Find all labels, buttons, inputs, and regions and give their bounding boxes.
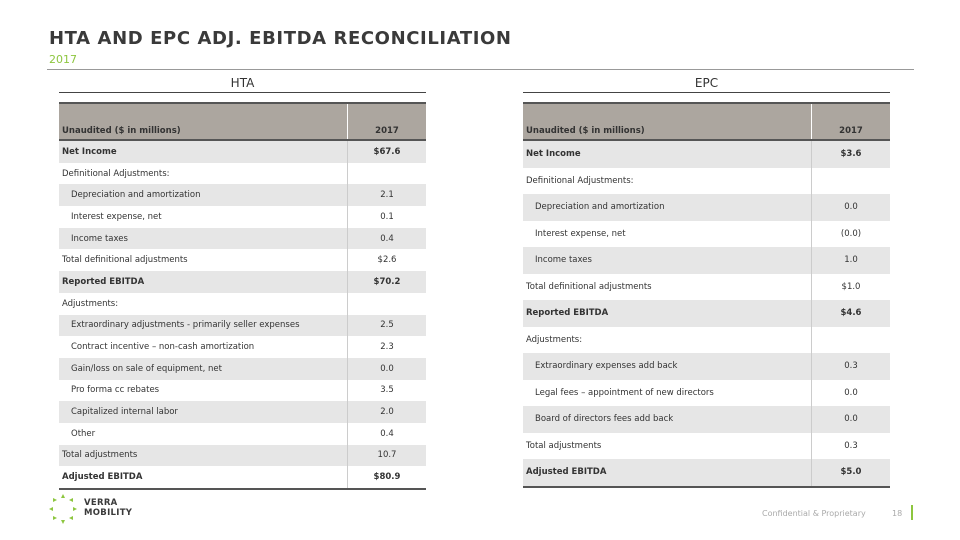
logo-line-1: VERRA <box>84 498 118 508</box>
row-value: 0.0 <box>812 380 891 407</box>
table-row <box>59 184 426 206</box>
page-subtitle: 2017 <box>49 53 77 66</box>
table-row <box>523 168 890 195</box>
row-label: Contract incentive – non-cash amortization <box>71 342 255 353</box>
row-value: 0.0 <box>812 406 891 433</box>
row-value: 0.4 <box>348 228 427 250</box>
table-row <box>523 459 890 487</box>
epc-table <box>523 102 890 488</box>
table-row <box>59 466 426 489</box>
logo-line-2: MOBILITY <box>84 508 133 518</box>
column-header-label: Unaudited ($ in millions) <box>523 103 812 140</box>
row-value: 0.4 <box>348 423 427 445</box>
table-header-row <box>59 103 426 140</box>
row-value: $4.6 <box>812 300 891 327</box>
verra-mobility-logo-icon <box>46 492 80 526</box>
table-row <box>523 247 890 274</box>
row-label: Total definitional adjustments <box>62 255 188 266</box>
row-value: 10.7 <box>348 445 427 467</box>
row-label: Total definitional adjustments <box>526 281 652 292</box>
row-label: Definitional Adjustments: <box>62 168 170 179</box>
row-value <box>812 168 891 195</box>
row-label: Interest expense, net <box>535 228 626 239</box>
row-value: (0.0) <box>812 221 891 248</box>
page-title: HTA AND EPC ADJ. EBITDA RECONCILIATION <box>49 28 512 49</box>
row-value <box>348 163 427 185</box>
row-value: 0.0 <box>812 194 891 221</box>
confidential-footer: Confidential & Proprietary <box>762 509 866 518</box>
table-row <box>523 140 890 168</box>
table-row <box>523 353 890 380</box>
row-value: 0.1 <box>348 206 427 228</box>
row-value: $70.2 <box>348 271 427 293</box>
page-number: 18 <box>892 509 903 518</box>
logo-wordmark <box>84 498 132 518</box>
row-label: Interest expense, net <box>71 211 162 222</box>
epc-table-section <box>523 76 890 488</box>
hta-table-title: HTA <box>59 76 426 93</box>
row-value: $1.0 <box>812 274 891 301</box>
column-header-label: Unaudited ($ in millions) <box>59 103 348 140</box>
table-row <box>59 401 426 423</box>
row-label: Adjusted EBITDA <box>523 459 812 487</box>
row-value: 2.3 <box>348 336 427 358</box>
table-row <box>523 274 890 301</box>
row-label: Net Income <box>523 140 812 168</box>
row-label: Other <box>71 428 96 439</box>
table-row <box>59 140 426 163</box>
table-row <box>523 433 890 460</box>
row-value: $2.6 <box>348 249 427 271</box>
row-label: Adjusted EBITDA <box>59 466 348 489</box>
page-accent-bar <box>911 505 913 520</box>
row-label: Extraordinary adjustments - primarily seller expenses <box>59 315 348 337</box>
row-label: Depreciation and amortization <box>523 194 812 221</box>
row-label: Extraordinary expenses add back <box>523 353 812 380</box>
row-label: Capitalized internal labor <box>59 401 348 423</box>
row-value: 2.1 <box>348 184 427 206</box>
row-label: Adjustments: <box>526 334 583 345</box>
table-row <box>59 445 426 467</box>
row-value <box>812 327 891 354</box>
hta-table <box>59 102 426 490</box>
table-row <box>523 380 890 407</box>
table-row <box>59 315 426 337</box>
row-value: 0.3 <box>812 353 891 380</box>
row-label: Income taxes <box>523 247 812 274</box>
table-row <box>59 358 426 380</box>
row-value: 0.3 <box>812 433 891 460</box>
table-row <box>523 221 890 248</box>
row-value: 3.5 <box>348 380 427 402</box>
table-row <box>523 406 890 433</box>
row-value: 2.0 <box>348 401 427 423</box>
row-label: Reported EBITDA <box>59 271 348 293</box>
table-header-row <box>523 103 890 140</box>
row-label: Adjustments: <box>62 298 119 309</box>
row-label: Pro forma cc rebates <box>71 385 160 396</box>
row-label: Depreciation and amortization <box>59 184 348 206</box>
hta-table-section <box>59 76 426 490</box>
column-header-year: 2017 <box>812 103 891 140</box>
table-row <box>523 194 890 221</box>
row-value: $5.0 <box>812 459 891 487</box>
epc-table-title: EPC <box>523 76 890 93</box>
hta-table-body <box>59 140 426 489</box>
row-value: 1.0 <box>812 247 891 274</box>
epc-table-body <box>523 140 890 487</box>
row-label: Legal fees – appointment of new directors <box>535 387 714 398</box>
table-row <box>59 293 426 315</box>
table-row <box>59 336 426 358</box>
row-value: $3.6 <box>812 140 891 168</box>
row-value: $67.6 <box>348 140 427 163</box>
row-label: Reported EBITDA <box>523 300 812 327</box>
verra-mobility-logo <box>46 492 166 526</box>
row-label: Total adjustments <box>59 445 348 467</box>
table-row <box>59 423 426 445</box>
row-value: 0.0 <box>348 358 427 380</box>
table-row <box>59 228 426 250</box>
table-row <box>59 249 426 271</box>
row-label: Net Income <box>59 140 348 163</box>
row-label: Total adjustments <box>526 440 602 451</box>
row-label: Income taxes <box>59 228 348 250</box>
table-row <box>523 300 890 327</box>
row-value: $80.9 <box>348 466 427 489</box>
column-header-year: 2017 <box>348 103 427 140</box>
row-label: Definitional Adjustments: <box>526 175 634 186</box>
table-row <box>59 380 426 402</box>
row-label: Board of directors fees add back <box>523 406 812 433</box>
row-label: Gain/loss on sale of equipment, net <box>59 358 348 380</box>
table-row <box>59 271 426 293</box>
title-divider <box>47 69 914 70</box>
row-value <box>348 293 427 315</box>
table-row <box>59 163 426 185</box>
table-row <box>523 327 890 354</box>
table-row <box>59 206 426 228</box>
row-value: 2.5 <box>348 315 427 337</box>
